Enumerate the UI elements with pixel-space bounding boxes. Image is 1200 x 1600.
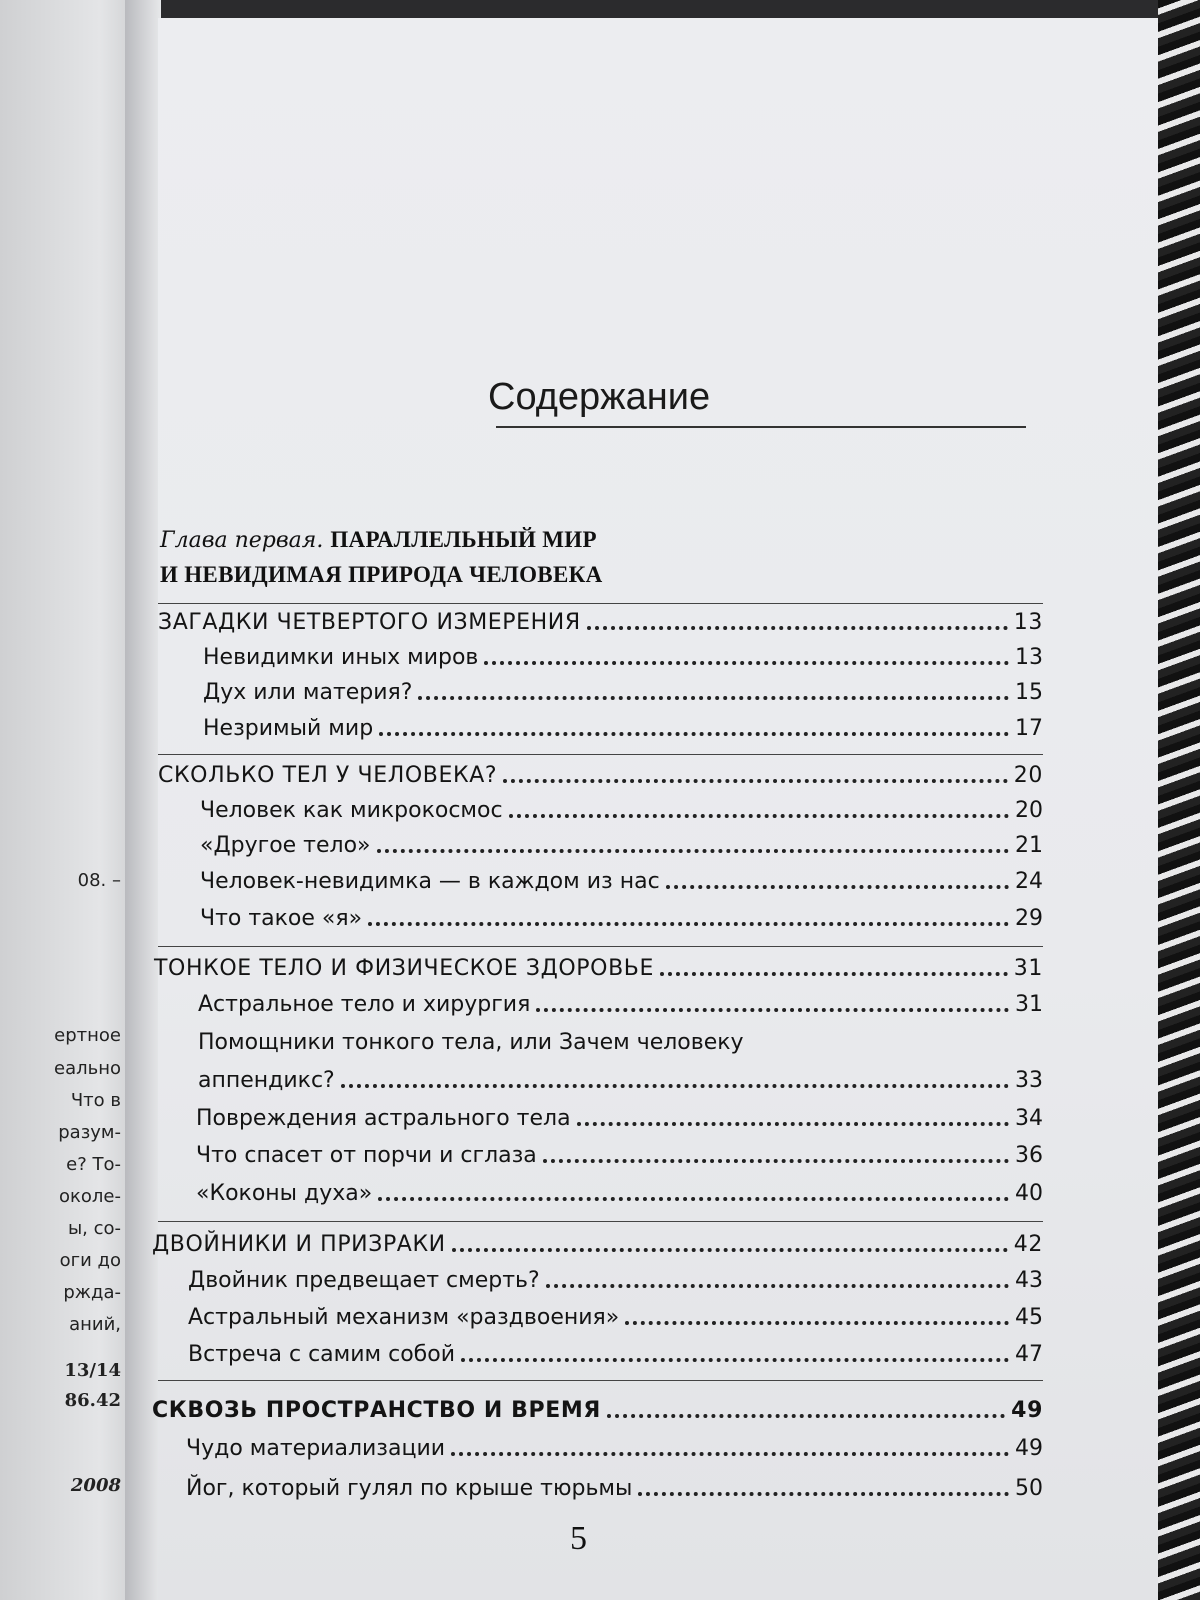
toc-entry[interactable]: Встреча с самим собой 47 <box>188 1342 1043 1367</box>
chapter-label: Глава первая. <box>160 528 324 553</box>
toc-entry[interactable]: Повреждения астрального тела 34 <box>196 1106 1043 1131</box>
toc-entry[interactable]: Человек-невидимка — в каждом из нас 24 <box>200 869 1043 894</box>
page-title: Содержание <box>488 376 711 418</box>
toc-entry[interactable]: Йог, который гулял по крыше тюрьмы 50 <box>186 1476 1043 1501</box>
toc-page <box>152 18 1158 1600</box>
toc-entry[interactable]: Помощники тонкого тела, или Зачем человеку <box>198 1030 744 1055</box>
left-page-text: ржда- <box>63 1282 121 1303</box>
section-divider <box>158 1380 1043 1381</box>
toc-section[interactable]: ЗАГАДКИ ЧЕТВЕРТОГО ИЗМЕРЕНИЯ 13 <box>158 610 1043 635</box>
section-divider <box>158 946 1043 947</box>
left-page-text: е? То- <box>66 1154 121 1175</box>
section-divider <box>158 603 1043 604</box>
left-page-text: 08. – <box>77 870 121 891</box>
toc-entry[interactable]: Человек как микрокосмос 20 <box>200 798 1043 823</box>
title-underline <box>496 426 1026 428</box>
toc-entry[interactable]: «Другое тело» 21 <box>200 833 1043 858</box>
toc-entry[interactable]: «Коконы духа» 40 <box>196 1181 1043 1206</box>
toc-entry[interactable]: аппендикс? 33 <box>198 1068 1043 1093</box>
toc-section[interactable]: СКВОЗЬ ПРОСТРАНСТВО И ВРЕМЯ 49 <box>152 1398 1043 1423</box>
toc-entry[interactable]: Что спасет от порчи и сглаза 36 <box>196 1143 1043 1168</box>
left-page-text: ертное <box>54 1025 121 1046</box>
toc-entry[interactable]: Астральное тело и хирургия 31 <box>198 992 1043 1017</box>
toc-entry[interactable]: Чудо материализации 49 <box>186 1436 1043 1461</box>
toc-section[interactable]: ТОНКОЕ ТЕЛО И ФИЗИЧЕСКОЕ ЗДОРОВЬЕ 31 <box>154 956 1043 981</box>
chapter-title-line2: И НЕВИДИМАЯ ПРИРОДА ЧЕЛОВЕКА <box>160 562 603 587</box>
left-page-text: еально <box>54 1058 121 1079</box>
left-page-text: 2008 <box>70 1475 121 1496</box>
background-pattern <box>1158 0 1200 1600</box>
page-number: 5 <box>570 1520 587 1557</box>
toc-entry[interactable]: Незримый мир 17 <box>203 716 1043 741</box>
chapter-heading <box>160 523 602 593</box>
left-page <box>0 0 127 1600</box>
chapter-title-line1: ПАРАЛЛЕЛЬНЫЙ МИР <box>330 527 597 552</box>
toc-entry[interactable]: Астральный механизм «раздвоения» 45 <box>188 1305 1043 1330</box>
section-divider <box>158 1221 1043 1222</box>
page-top-shadow <box>120 0 1160 18</box>
left-page-text: ы, со- <box>67 1218 121 1239</box>
toc-entry[interactable]: Двойник предвещает смерть? 43 <box>188 1268 1043 1293</box>
toc-section[interactable]: ДВОЙНИКИ И ПРИЗРАКИ 42 <box>152 1232 1043 1257</box>
left-page-text: аний, <box>69 1314 121 1335</box>
toc-entry[interactable]: Дух или материя? 15 <box>203 680 1043 705</box>
toc-section[interactable]: СКОЛЬКО ТЕЛ У ЧЕЛОВЕКА? 20 <box>158 763 1043 788</box>
left-page-text: 13/14 <box>64 1360 121 1381</box>
left-page-text: околе- <box>59 1186 121 1207</box>
toc-entry[interactable]: Невидимки иных миров 13 <box>203 645 1043 670</box>
toc-entry[interactable]: Что такое «я» 29 <box>200 906 1043 931</box>
left-page-text: Что в <box>70 1090 121 1111</box>
left-page-text: оги до <box>59 1250 121 1271</box>
book-gutter <box>125 0 161 1600</box>
left-page-text: разум- <box>58 1122 121 1143</box>
section-divider <box>158 754 1043 755</box>
left-page-text: 86.42 <box>64 1390 121 1411</box>
